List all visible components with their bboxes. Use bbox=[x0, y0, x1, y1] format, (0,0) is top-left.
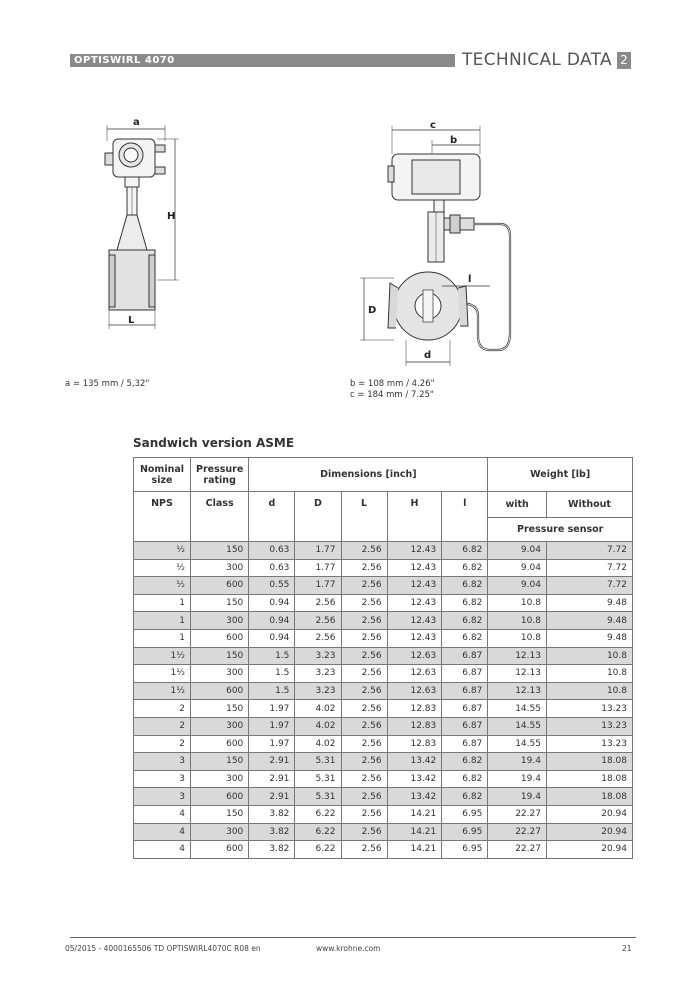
section-number-badge: 2 bbox=[617, 52, 631, 69]
table-cell: 2.56 bbox=[341, 559, 387, 577]
table-row bbox=[134, 805, 633, 823]
table-row bbox=[134, 717, 633, 735]
table-cell: 2.56 bbox=[341, 629, 387, 647]
table-cell: 10.8 bbox=[488, 629, 547, 647]
table-cell: 12.13 bbox=[488, 647, 547, 665]
table-cell: 2.91 bbox=[249, 753, 295, 771]
table-row bbox=[134, 542, 633, 560]
table-cell: 4.02 bbox=[295, 700, 341, 718]
table-title: Sandwich version ASME bbox=[133, 436, 295, 450]
table-cell: 9.04 bbox=[488, 577, 547, 595]
table-cell: 600 bbox=[191, 577, 249, 595]
table-cell: 12.13 bbox=[488, 682, 547, 700]
table-cell: 150 bbox=[191, 753, 249, 771]
table-cell: 10.8 bbox=[488, 594, 547, 612]
table-cell: 2.56 bbox=[341, 682, 387, 700]
table-row bbox=[134, 700, 633, 718]
table-cell: 150 bbox=[191, 647, 249, 665]
table-row bbox=[134, 682, 633, 700]
label-d: d bbox=[424, 350, 432, 361]
table-cell: 6.82 bbox=[442, 594, 488, 612]
table-cell: 6.95 bbox=[442, 841, 488, 859]
table-cell: 6.95 bbox=[442, 823, 488, 841]
table-cell: 13.23 bbox=[546, 700, 632, 718]
table-cell: 19.4 bbox=[488, 770, 547, 788]
table-cell: 22.27 bbox=[488, 805, 547, 823]
table-cell: 13.23 bbox=[546, 717, 632, 735]
table-cell: 13.23 bbox=[546, 735, 632, 753]
table-row bbox=[134, 770, 633, 788]
table-cell: 3.82 bbox=[249, 805, 295, 823]
footer-website: www.krohne.com bbox=[316, 944, 381, 953]
table-cell: 1½ bbox=[134, 665, 191, 683]
table-cell: 1½ bbox=[134, 682, 191, 700]
table-cell: 12.43 bbox=[387, 577, 442, 595]
table-cell: 0.94 bbox=[249, 629, 295, 647]
table-cell: 6.82 bbox=[442, 559, 488, 577]
table-cell: 4.02 bbox=[295, 735, 341, 753]
table-cell: 6.87 bbox=[442, 647, 488, 665]
table-cell: 6.82 bbox=[442, 612, 488, 630]
table-cell: 9.48 bbox=[546, 629, 632, 647]
table-row bbox=[134, 559, 633, 577]
table-cell: 2.91 bbox=[249, 788, 295, 806]
table-cell: 3.82 bbox=[249, 841, 295, 859]
table-cell: 6.87 bbox=[442, 700, 488, 718]
table-cell: 0.55 bbox=[249, 577, 295, 595]
table-cell: 4 bbox=[134, 841, 191, 859]
header-D: D bbox=[295, 492, 341, 542]
table-cell: 13.42 bbox=[387, 788, 442, 806]
header-nps: NPS bbox=[134, 492, 191, 542]
table-cell: 2 bbox=[134, 735, 191, 753]
table-cell: 4 bbox=[134, 823, 191, 841]
table-cell: 6.82 bbox=[442, 770, 488, 788]
table-cell: 14.21 bbox=[387, 823, 442, 841]
table-cell: 6.82 bbox=[442, 577, 488, 595]
table-cell: 9.48 bbox=[546, 594, 632, 612]
table-row bbox=[134, 753, 633, 771]
table-cell: 600 bbox=[191, 735, 249, 753]
table-cell: 12.43 bbox=[387, 542, 442, 560]
header-without: Without bbox=[546, 492, 632, 518]
table-cell: 5.31 bbox=[295, 788, 341, 806]
table-cell: 3 bbox=[134, 753, 191, 771]
header-pressure-sensor: Pressure sensor bbox=[488, 518, 633, 542]
table-cell: 1.97 bbox=[249, 717, 295, 735]
table-cell: 3.82 bbox=[249, 823, 295, 841]
table-cell: 18.08 bbox=[546, 788, 632, 806]
table-cell: 600 bbox=[191, 788, 249, 806]
table-cell: 12.63 bbox=[387, 665, 442, 683]
table-cell: 5.31 bbox=[295, 770, 341, 788]
front-view-drawing bbox=[350, 118, 520, 368]
table-row bbox=[134, 823, 633, 841]
table-cell: 6.82 bbox=[442, 629, 488, 647]
table-cell: 5.31 bbox=[295, 753, 341, 771]
side-view-drawing bbox=[95, 115, 195, 335]
table-cell: 2.56 bbox=[341, 823, 387, 841]
table-cell: 7.72 bbox=[546, 559, 632, 577]
table-cell: 2.56 bbox=[295, 612, 341, 630]
table-cell: 600 bbox=[191, 682, 249, 700]
table-cell: 1.77 bbox=[295, 542, 341, 560]
table-cell: 10.8 bbox=[488, 612, 547, 630]
table-cell: 300 bbox=[191, 665, 249, 683]
table-cell: 300 bbox=[191, 717, 249, 735]
table-row bbox=[134, 735, 633, 753]
table-cell: 12.63 bbox=[387, 682, 442, 700]
table-cell: 3.23 bbox=[295, 682, 341, 700]
table-cell: 2.56 bbox=[341, 665, 387, 683]
table-cell: 14.21 bbox=[387, 841, 442, 859]
table-cell: 2.56 bbox=[341, 700, 387, 718]
table-cell: 18.08 bbox=[546, 770, 632, 788]
table-cell: 12.83 bbox=[387, 735, 442, 753]
table-cell: 6.82 bbox=[442, 788, 488, 806]
label-L: L bbox=[128, 315, 135, 326]
table-cell: 6.82 bbox=[442, 542, 488, 560]
table-body bbox=[134, 542, 633, 859]
table-cell: 2.56 bbox=[341, 577, 387, 595]
table-cell: 1.77 bbox=[295, 577, 341, 595]
table-cell: 2 bbox=[134, 700, 191, 718]
table-cell: 12.83 bbox=[387, 700, 442, 718]
table-cell: 13.42 bbox=[387, 753, 442, 771]
table-cell: 2.56 bbox=[341, 841, 387, 859]
table-cell: 1 bbox=[134, 629, 191, 647]
table-cell: 6.22 bbox=[295, 841, 341, 859]
header-H: H bbox=[387, 492, 442, 542]
table-cell: 6.87 bbox=[442, 717, 488, 735]
table-cell: 20.94 bbox=[546, 823, 632, 841]
table-row bbox=[134, 665, 633, 683]
table-cell: ½ bbox=[134, 542, 191, 560]
section-title: TECHNICAL DATA bbox=[462, 50, 612, 70]
table-cell: 300 bbox=[191, 823, 249, 841]
table-row bbox=[134, 647, 633, 665]
label-c: c bbox=[430, 120, 436, 131]
table-cell: 10.8 bbox=[546, 682, 632, 700]
table-cell: 0.94 bbox=[249, 612, 295, 630]
table-cell: 14.55 bbox=[488, 735, 547, 753]
table-cell: 3 bbox=[134, 770, 191, 788]
table-cell: 3.23 bbox=[295, 647, 341, 665]
dimensions-table bbox=[133, 457, 633, 859]
table-cell: 22.27 bbox=[488, 841, 547, 859]
table-cell: 18.08 bbox=[546, 753, 632, 771]
table-cell: 0.63 bbox=[249, 559, 295, 577]
table-cell: 9.04 bbox=[488, 542, 547, 560]
table-cell: 19.4 bbox=[488, 753, 547, 771]
header-weight: Weight [lb] bbox=[488, 458, 633, 492]
table-cell: 3 bbox=[134, 788, 191, 806]
footer-page-number: 21 bbox=[622, 944, 632, 953]
table-cell: 1.5 bbox=[249, 647, 295, 665]
table-cell: 9.04 bbox=[488, 559, 547, 577]
table-cell: 150 bbox=[191, 542, 249, 560]
label-a: a bbox=[133, 117, 140, 128]
table-cell: 2.56 bbox=[341, 717, 387, 735]
table-cell: 2.56 bbox=[341, 594, 387, 612]
header-L: L bbox=[341, 492, 387, 542]
table-cell: 2.56 bbox=[341, 542, 387, 560]
table-cell: 150 bbox=[191, 594, 249, 612]
table-cell: 14.21 bbox=[387, 805, 442, 823]
table-row bbox=[134, 841, 633, 859]
table-cell: 10.8 bbox=[546, 665, 632, 683]
label-b: b bbox=[450, 135, 458, 146]
table-cell: ½ bbox=[134, 559, 191, 577]
table-cell: 1.5 bbox=[249, 682, 295, 700]
table-row bbox=[134, 612, 633, 630]
table-cell: 9.48 bbox=[546, 612, 632, 630]
table-cell: 2.56 bbox=[341, 788, 387, 806]
header-class: Class bbox=[191, 492, 249, 542]
table-cell: 2.56 bbox=[341, 805, 387, 823]
table-cell: 300 bbox=[191, 612, 249, 630]
table-row bbox=[134, 788, 633, 806]
table-cell: 6.87 bbox=[442, 735, 488, 753]
table-cell: 13.42 bbox=[387, 770, 442, 788]
table-cell: 2.91 bbox=[249, 770, 295, 788]
table-cell: 6.87 bbox=[442, 665, 488, 683]
table-cell: 20.94 bbox=[546, 805, 632, 823]
table-cell: 14.55 bbox=[488, 700, 547, 718]
table-cell: 3.23 bbox=[295, 665, 341, 683]
table-cell: 600 bbox=[191, 841, 249, 859]
table-cell: 12.43 bbox=[387, 594, 442, 612]
table-cell: 2 bbox=[134, 717, 191, 735]
label-H: H bbox=[167, 211, 176, 222]
label-D: D bbox=[368, 305, 377, 316]
table-cell: 150 bbox=[191, 700, 249, 718]
table-cell: 12.43 bbox=[387, 559, 442, 577]
table-cell: 1½ bbox=[134, 647, 191, 665]
footer-divider bbox=[70, 937, 636, 938]
table-cell: 2.56 bbox=[341, 612, 387, 630]
table-cell: 10.8 bbox=[546, 647, 632, 665]
table-cell: 2.56 bbox=[341, 647, 387, 665]
dim-note-b: b = 108 mm / 4.26" bbox=[350, 379, 435, 389]
table-cell: 0.94 bbox=[249, 594, 295, 612]
table-cell: ½ bbox=[134, 577, 191, 595]
table-row bbox=[134, 594, 633, 612]
table-cell: 22.27 bbox=[488, 823, 547, 841]
table-cell: 6.82 bbox=[442, 753, 488, 771]
table-cell: 12.13 bbox=[488, 665, 547, 683]
table-cell: 6.22 bbox=[295, 823, 341, 841]
table-cell: 12.83 bbox=[387, 717, 442, 735]
table-cell: 19.4 bbox=[488, 788, 547, 806]
label-l: l bbox=[468, 274, 472, 285]
footer-document-id: 05/2015 - 4000165506 TD OPTISWIRL4070C R08 en bbox=[65, 944, 261, 953]
header-dimensions: Dimensions [inch] bbox=[249, 458, 488, 492]
table-cell: 1.5 bbox=[249, 665, 295, 683]
table-cell: 12.63 bbox=[387, 647, 442, 665]
table-cell: 1 bbox=[134, 594, 191, 612]
table-cell: 4 bbox=[134, 805, 191, 823]
table-cell: 6.87 bbox=[442, 682, 488, 700]
table-cell: 6.95 bbox=[442, 805, 488, 823]
product-name: OPTISWIRL 4070 bbox=[74, 55, 175, 66]
table-row bbox=[134, 577, 633, 595]
table-cell: 7.72 bbox=[546, 542, 632, 560]
table-cell: 1.77 bbox=[295, 559, 341, 577]
table-cell: 1.97 bbox=[249, 735, 295, 753]
table-cell: 4.02 bbox=[295, 717, 341, 735]
header-d: d bbox=[249, 492, 295, 542]
table-cell: 7.72 bbox=[546, 577, 632, 595]
header-nominal-size: Nominal size bbox=[134, 458, 191, 492]
header-pressure-rating: Pressure rating bbox=[191, 458, 249, 492]
header-l: l bbox=[442, 492, 488, 542]
table-cell: 2.56 bbox=[295, 629, 341, 647]
table-cell: 300 bbox=[191, 559, 249, 577]
table-cell: 600 bbox=[191, 629, 249, 647]
dim-note-a: a = 135 mm / 5,32" bbox=[65, 379, 150, 389]
table-cell: 2.56 bbox=[341, 753, 387, 771]
table-cell: 2.56 bbox=[341, 735, 387, 753]
table-cell: 300 bbox=[191, 770, 249, 788]
dim-note-c: c = 184 mm / 7.25" bbox=[350, 390, 434, 400]
table-cell: 150 bbox=[191, 805, 249, 823]
table-cell: 20.94 bbox=[546, 841, 632, 859]
table-cell: 6.22 bbox=[295, 805, 341, 823]
header-with: with bbox=[488, 492, 547, 518]
table-cell: 12.43 bbox=[387, 629, 442, 647]
table-cell: 1.97 bbox=[249, 700, 295, 718]
table-cell: 1 bbox=[134, 612, 191, 630]
table-cell: 12.43 bbox=[387, 612, 442, 630]
table-cell: 2.56 bbox=[295, 594, 341, 612]
table-row bbox=[134, 629, 633, 647]
table-cell: 14.55 bbox=[488, 717, 547, 735]
table-cell: 2.56 bbox=[341, 770, 387, 788]
table-cell: 0.63 bbox=[249, 542, 295, 560]
